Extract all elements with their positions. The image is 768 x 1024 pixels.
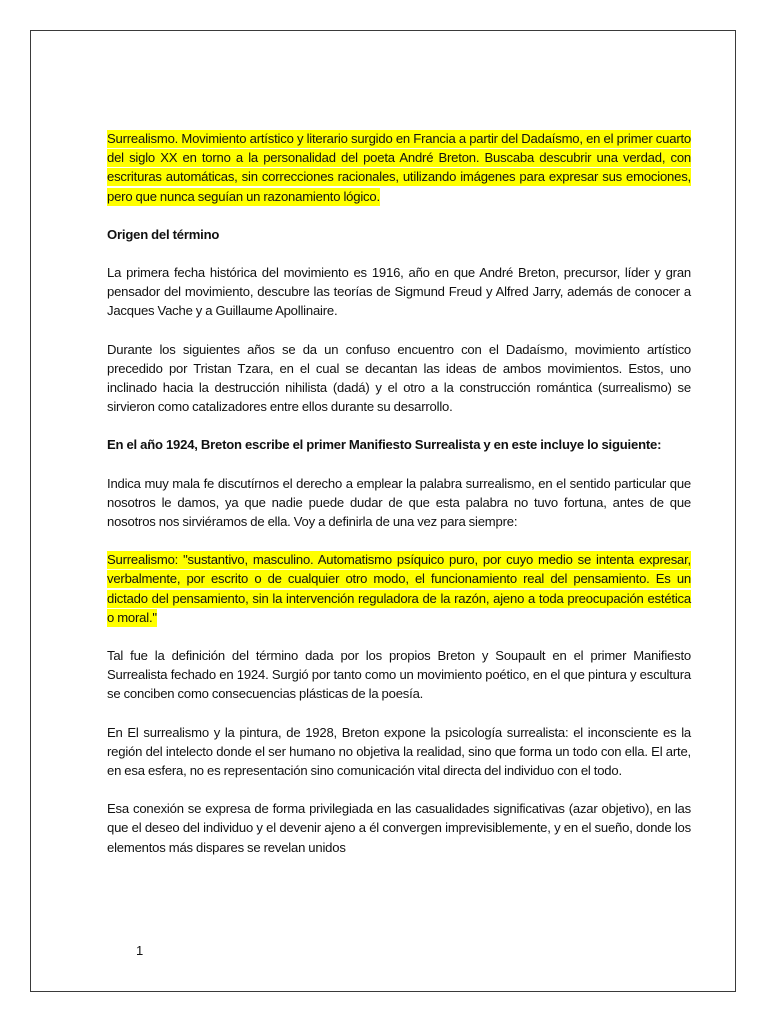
- body-paragraph: En El surrealismo y la pintura, de 1928, Breton expone la psicología surrealista: el inconsciente es la región del intelecto donde el ser humano no objetiva la realidad, sino que forma un todo con ella. El arte, en esa esfera, no es representación sino comunicación vital directa del individuo con el todo.: [107, 724, 691, 779]
- body-paragraph: Tal fue la definición del término dada por los propios Breton y Soupault en el primer Manifiesto Surrealista fechado en 1924. Surgió por tanto como un movimiento poético, en el que pintura y escultura se conciben como consecuencias plásticas de la poesía.: [107, 648, 691, 702]
- body-paragraph: Indica muy mala fe discutírnos el derecho a emplear la palabra surrealismo, en el sentido particular que nosotros le damos, ya que nadie puede dudar de que esta palabra no tuvo fortuna, antes de que nosotros nos sirviéramos de ella. Voy a definirla de una vez para siempre:: [107, 475, 691, 530]
- page-number: 1: [136, 943, 144, 958]
- body-paragraph: Durante los siguientes años se da un confuso encuentro con el Dadaísmo, movimiento artístico precedido por Tristan Tzara, en el cual se decantan las ideas de ambos movimientos. Estos, uno inclinado hacia la destrucción nihilista (dadá) y el otro a la construcción romántica (surrealismo) se sirvieron como catalizadores entre ellos durante su desarrollo.: [107, 341, 691, 415]
- highlighted-text: Surrealismo. Movimiento artístico y literario surgido en Francia a partir del Dadaísmo, en el primer cuarto del siglo XX en torno a la personalidad del poeta André Breton. Buscaba descubrir una verdad, con escrituras automáticas, sin correcciones racionales, utilizando imágenes para expresar sus emociones, pero que nunca seguían un razonamiento lógico.: [107, 131, 691, 204]
- definition-paragraph: [107, 550, 691, 627]
- document-body: [107, 129, 691, 876]
- highlighted-text: Surrealismo: "sustantivo, masculino. Automatismo psíquico puro, por cuyo medio se intenta expresar, verbalmente, por escrito o de cualquier otro modo, el funcionamiento real del pensamiento. Es un dictado del pensamiento, sin la intervención reguladora de la razón, ajeno a toda preocupación estética o moral.": [107, 552, 691, 625]
- document-page: [30, 30, 736, 992]
- intro-paragraph: [107, 129, 691, 206]
- section-heading-manifiesto: En el año 1924, Breton escribe el primer Manifiesto Surrealista y en este incluye lo siguiente:: [107, 437, 662, 453]
- body-paragraph: Esa conexión se expresa de forma privilegiada en las casualidades significativas (azar objetivo), en las que el deseo del individuo y el devenir ajeno a él convergen imprevisiblemente, y en el sueño, donde los elementos más dispares se revelan unidos: [107, 801, 691, 855]
- body-paragraph: La primera fecha histórica del movimiento es 1916, año en que André Breton, precursor, líder y gran pensador del movimiento, descubre las teorías de Sigmund Freud y Alfred Jarry, además de conocer a Jacques Vache y a Guillaume Apollinaire.: [107, 265, 691, 319]
- section-heading-origen: Origen del término: [107, 226, 220, 242]
